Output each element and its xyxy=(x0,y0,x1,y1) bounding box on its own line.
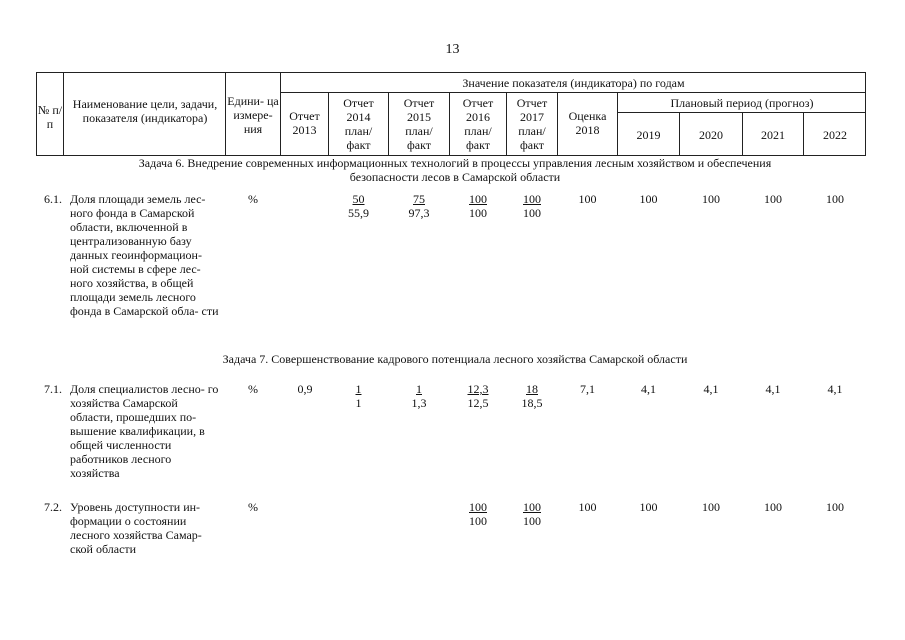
row-7-1-2019: 4,1 xyxy=(641,382,656,396)
header-plan-title: Плановый период (прогноз) xyxy=(670,95,814,110)
row-7-1-unit: % xyxy=(248,382,258,396)
header-2013: Отчет 2013 xyxy=(289,109,320,137)
row-6-1-name: Доля площади земель лес- ного фонда в Самарской области, включенной в централизованную базу данных геоинформацион- ной системы в сфере лес- ного хозяйства, в общей площади земель лесного фонда в Самарской обла- сти xyxy=(70,192,219,318)
row-6-1-2021: 100 xyxy=(764,192,782,206)
row-6-1-2018: 100 xyxy=(578,192,597,206)
task7-title: Задача 7. Совершенствование кадрового потенциала лесного хозяйства Самарской области xyxy=(222,352,688,366)
row-7-2-unit: % xyxy=(248,500,258,514)
row-7-1-name: Доля специалистов лесно- го хозяйства Самарской области, прошедших по- вышение квалификации, в общей численности работников лесного хозяйства xyxy=(70,382,219,480)
row-6-1-2022: 100 xyxy=(826,192,844,206)
task6-title: Задача 6. Внедрение современных информационных технологий в процессы управления лесным хозяйством и обеспечения безопасности лесов в Самарской области xyxy=(138,156,772,184)
row-7-1-2016: 12,3 12,5 xyxy=(467,382,489,410)
header-2020: 2020 xyxy=(699,127,723,142)
header-2018: Оценка 2018 xyxy=(568,109,607,137)
header-2021: 2021 xyxy=(761,127,785,142)
row-7-1-2018: 7,1 xyxy=(580,382,595,396)
row-7-1-2013: 0,9 xyxy=(297,382,313,396)
header-2019: 2019 xyxy=(636,127,661,142)
row-6-1-2016: 100 100 xyxy=(469,192,487,220)
header-col-unit: Едини- ца измере- ния xyxy=(227,94,279,136)
row-6-1-2017: 100 100 xyxy=(523,192,541,220)
row-7-2-name: Уровень доступности ин- формации о состоянии лесного хозяйства Самар- ской области xyxy=(70,500,202,556)
row-7-2-2019: 100 xyxy=(639,500,658,514)
row-7-2-2020: 100 xyxy=(702,500,720,514)
row-7-1-2015: 1 1,3 xyxy=(411,382,427,410)
row-6-1-2020: 100 xyxy=(702,192,720,206)
header-group-title: Значение показателя (индикатора) по годам xyxy=(462,75,685,90)
row-6-1-2019: 100 xyxy=(639,192,658,206)
header-col-num: № п/п xyxy=(37,103,63,131)
row-6-1-2015: 75 97,3 xyxy=(408,192,430,220)
row-7-1-2017: 18 18,5 xyxy=(521,382,543,410)
row-6-1-2014: 50 55,9 xyxy=(348,192,369,220)
row-7-1-2022: 4,1 xyxy=(827,382,843,396)
page-number: 13 xyxy=(445,42,460,57)
row-7-2-num: 7.2. xyxy=(44,500,62,514)
row-7-2-2016: 100 100 xyxy=(469,500,487,528)
row-6-1-num: 6.1. xyxy=(44,192,62,206)
row-7-2-2017: 100 100 xyxy=(523,500,541,528)
row-7-2-2018: 100 xyxy=(578,500,597,514)
row-7-2-2022: 100 xyxy=(826,500,844,514)
row-7-1-2014: 1 1 xyxy=(355,382,362,410)
header-2015: Отчет 2015 план/ факт xyxy=(403,96,435,152)
row-6-1-unit: % xyxy=(248,192,258,206)
row-7-1-num: 7.1. xyxy=(44,382,62,396)
header-2017: Отчет 2017 план/ факт xyxy=(516,96,548,152)
header-2014: Отчет 2014 план/ факт xyxy=(343,96,374,152)
header-col-name: Наименование цели, задачи, показателя (индикатора) xyxy=(72,97,218,125)
row-7-2-2021: 100 xyxy=(764,500,782,514)
header-2022: 2022 xyxy=(823,127,847,142)
header-2016: Отчет 2016 план/ факт xyxy=(462,96,494,152)
row-7-1-2020: 4,1 xyxy=(703,382,719,396)
row-7-1-2021: 4,1 xyxy=(765,382,781,396)
